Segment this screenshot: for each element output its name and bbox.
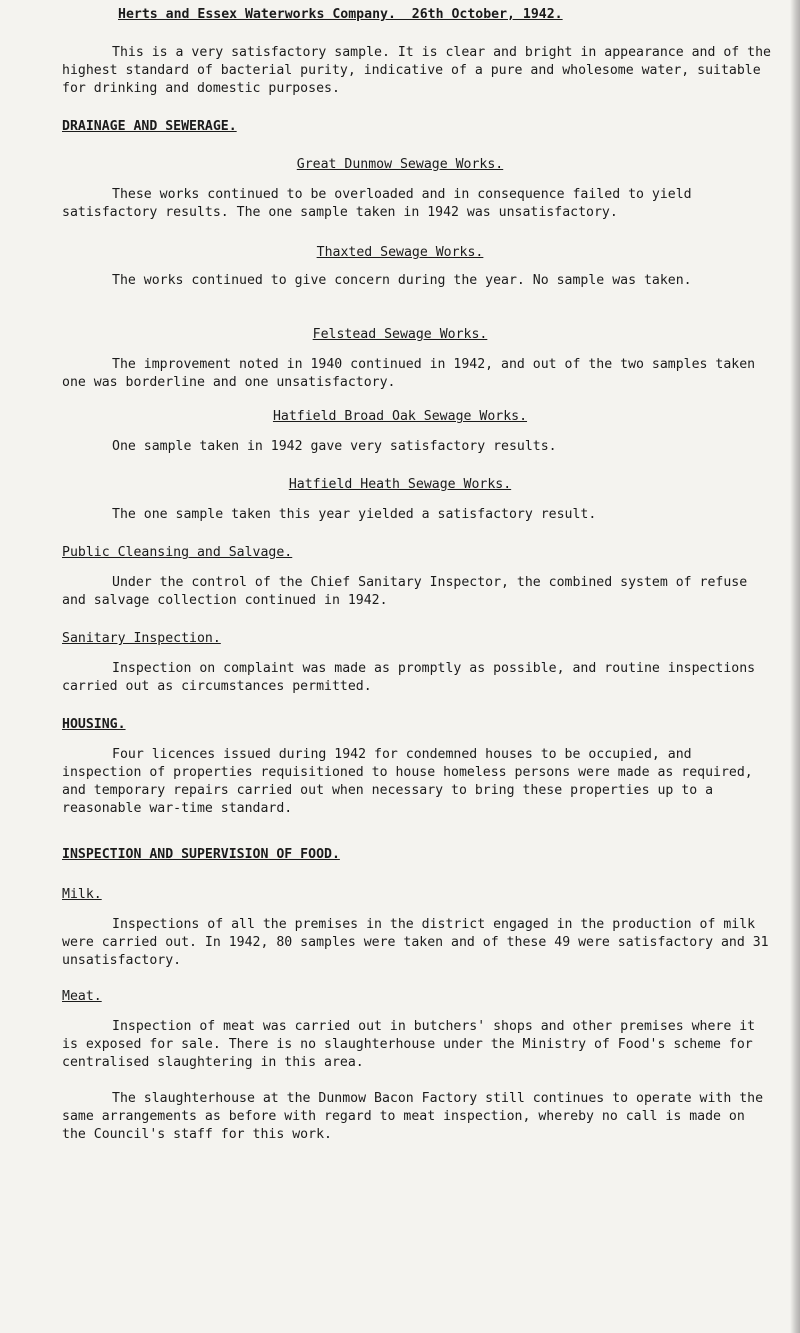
page-header: Herts and Essex Waterworks Company. 26th October, 1942.: [118, 7, 563, 22]
sanitary-inspection-title: Sanitary Inspection.: [62, 631, 221, 646]
thaxted-title: Thaxted Sewage Works.: [316, 245, 484, 260]
housing-heading: HOUSING.: [62, 717, 126, 732]
public-cleansing-title: Public Cleansing and Salvage.: [62, 545, 293, 560]
felstead-text: The improvement noted in 1940 continued in 1942, and out of the two samples taken one was borderline and one unsatisfactory.: [62, 357, 756, 390]
meat-title: Meat.: [62, 989, 102, 1004]
thaxted-text: The works continued to give concern during the year. No sample was taken.: [112, 273, 692, 288]
water-sample-paragraph: This is a very satisfactory sample. It is clear and bright in appearance and of the highest standard of bacterial purity, indicative of a pure and wholesome water, suitable for drinking and domestic purposes.: [62, 45, 771, 96]
hatfield-broad-oak-text: One sample taken in 1942 gave very satisfactory results.: [112, 439, 557, 454]
food-heading: INSPECTION AND SUPERVISION OF FOOD.: [62, 847, 340, 862]
great-dunmow-title: Great Dunmow Sewage Works.: [296, 157, 504, 172]
housing-text: Four licences issued during 1942 for condemned houses to be occupied, and inspection of properties requisitioned to house homeless persons were made as required, and temporary repairs carried out when necessary to bring these properties up to a reasonable war-time standard.: [62, 747, 753, 816]
hatfield-broad-oak-title: Hatfield Broad Oak Sewage Works.: [272, 409, 528, 424]
public-cleansing-text: Under the control of the Chief Sanitary Inspector, the combined system of refuse and salvage collection continued in 1942.: [62, 575, 748, 608]
drainage-heading: DRAINAGE AND SEWERAGE.: [62, 119, 237, 134]
hatfield-heath-text: The one sample taken this year yielded a satisfactory result.: [112, 507, 597, 522]
great-dunmow-text: These works continued to be overloaded and in consequence failed to yield satisfactory results. The one sample taken in 1942 was unsatisfactory.: [62, 187, 692, 220]
hatfield-heath-title: Hatfield Heath Sewage Works.: [288, 477, 512, 492]
felstead-title: Felstead Sewage Works.: [312, 327, 488, 342]
meat-text-1: Inspection of meat was carried out in butchers' shops and other premises where it is exposed for sale. There is no slaughterhouse under the Ministry of Food's scheme for centralised slaughtering in this area.: [62, 1019, 756, 1070]
scan-edge-shadow: [790, 0, 800, 1333]
milk-text: Inspections of all the premises in the district engaged in the production of milk were carried out. In 1942, 80 samples were taken and of these 49 were satisfactory and 31 unsatisfactory.: [62, 917, 769, 968]
meat-text-2: The slaughterhouse at the Dunmow Bacon Factory still continues to operate with the same arrangements as before with regard to meat inspection, whereby no call is made on the Council's staff for this work.: [62, 1091, 764, 1142]
milk-title: Milk.: [62, 887, 102, 902]
sanitary-inspection-text: Inspection on complaint was made as promptly as possible, and routine inspections carried out as circumstances permitted.: [62, 661, 756, 694]
